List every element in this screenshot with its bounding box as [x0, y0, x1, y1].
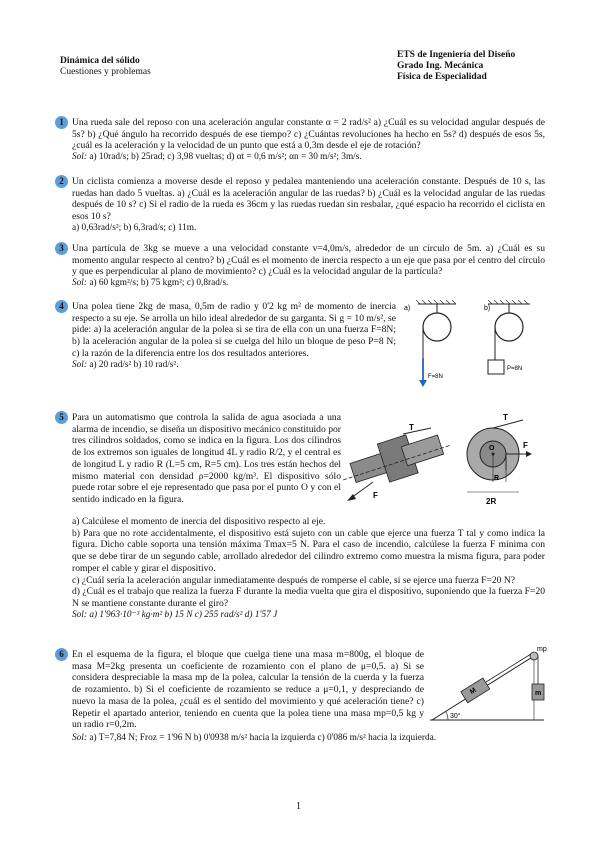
hanging-block: [488, 360, 504, 374]
problem-text: En el esquema de la figura, el bloque que cuelga tiene una masa m=800g, el bloque de masa M=2kg presenta un coeficiente de rozamiento con el plano de μ=0,5. a) Si se considera despreciable la masa mp de la polea, calcular la tensión de la cuerda y la fuerza de rozamiento. b) Si el coeficiente de rozamiento se reduce a μ=0,1, y despreciando de nuevo la masa de la polea, ¿cuál es el sentido del movimiento y qué aceleración tiene? c) Repetir el apartado anterior, teniendo en cuenta que la polea tiene una masa mp=0,5 kg y un radio r=0,2m.: [72, 649, 424, 731]
problem-text: Un ciclista comienza a moverse desde el reposo y pedalea manteniendo una aceleración constante. Después de 10 s, las ruedas han dado 5 vueltas. a) ¿Cuál es la aceleración angular de las ruedas? b) ¿Cuál es la velocidad angular de las ruedas después de 10 s? c) Si el radio de la rueda es 36cm y las ruedas ruedan sin resbalar, ¿qué espacio ha recorrido el ciclista en esos 10 s?: [72, 176, 545, 223]
label-F-right: F: [523, 441, 528, 450]
label-F-left: F: [373, 491, 378, 500]
pulley-mp: [530, 652, 538, 660]
angle-label: 30°: [450, 713, 461, 720]
ceiling-hatch-a: [416, 300, 456, 304]
solution-text: a) T=7,84 N; Froz = 1'96 N b) 0'0938 m/s² hacia la izquierda c) 0'086 m/s² hacia la izquierda.: [89, 733, 437, 743]
solution-text: a) 10rad/s; b) 25rad; c) 3,98 vueltas; d) αt = 0,6 m/s²; αn = 30 m/s²; 3m/s.: [89, 152, 362, 163]
subject-name: Física de Especialidad: [397, 72, 487, 82]
force-label-a: F=8N: [428, 374, 443, 380]
weight-label: P=8N: [507, 366, 523, 372]
problem-5-intro: [58, 412, 341, 506]
cylinder-device-figure: [343, 410, 543, 510]
problem-number: 4: [55, 300, 68, 313]
page-number: 1: [296, 801, 301, 812]
problem-text: Una rueda sale del reposo con una aceleración angular constante α = 2 rad/s² a) ¿Cuál es su velocidad angular después de 5s? b) ¿Qué ángulo ha recorrido después de ese tiempo? c) ¿Cuántas revoluciones ha hecho en 5s? d) después de esos 5s, ¿cuál es la aceleración y la velocidad de un punto que está a 0,3m desde el eje de rotación?: [72, 117, 545, 152]
cable-T: [403, 428, 431, 434]
problem-number: 6: [55, 648, 68, 661]
label-mp: mp: [537, 646, 547, 653]
problem-text: Una partícula de 3kg se mueve a una velocidad constante v=4,0m/s, alrededor de un círculo de 5m. a) ¿Cuál es su momento angular respecto al centro? b) ¿Cuál es el momento de inercia respecto a un eje que pasa por el centro del círculo y que es perpendicular al plano de movimiento? c) ¿Cuál es la velocidad angular de la partícula?: [72, 243, 545, 278]
problem-3: [58, 243, 545, 290]
cable-F: [351, 482, 373, 498]
label-M: M: [468, 686, 478, 696]
school-name: ETS de Ingeniería del Diseño: [397, 50, 516, 60]
label-2R: 2R: [486, 497, 497, 506]
pulley-figure: [398, 300, 548, 392]
fig-label-a: a): [404, 305, 411, 312]
solution-label: Sol:: [72, 278, 87, 289]
problem-number: 5: [55, 411, 68, 424]
label-T-left: T: [409, 423, 414, 432]
incline-figure: [424, 644, 549, 730]
problem-number: 2: [55, 175, 68, 188]
ceiling-hatch-b: [488, 300, 528, 304]
problem-2: [58, 176, 545, 235]
solution-text: a) 1'963·10⁻³ kg·m² b) 15 N c) 255 rad/s² d) 1'57 J: [89, 609, 278, 620]
pulley-b: [495, 313, 523, 341]
problem-6: [58, 649, 424, 731]
part-c: c) ¿Cuál sería la aceleración angular inmediatamente después de romperse el cable, si se ejerce una fuerza F=20 N?: [72, 574, 516, 586]
problem-1: [58, 117, 545, 164]
problem-4: [58, 301, 396, 371]
solution: [58, 152, 545, 164]
pulley-a: [423, 313, 451, 341]
solution-label: Sol:: [72, 152, 87, 163]
course-title: Dinámica del sólido: [60, 56, 140, 66]
header-left: [60, 56, 151, 78]
header-right: [397, 50, 515, 83]
solution: [58, 278, 545, 290]
side-cable-T: [493, 420, 523, 428]
part-d: d) ¿Cuál es el trabajo que realiza la fuerza F durante la media vuelta que gira el dispositivo, suponiendo que la fuerza F=20 N se mantiene constante durante el giro?: [72, 586, 545, 609]
label-T-right: T: [503, 413, 508, 422]
problem-text: Una polea tiene 2kg de masa, 0,5m de radio y 0'2 kg m² de momento de inercia respecto a su eje. Se arrolla un hilo ideal alrededor de su garganta. Si g = 10 m/s², se pide: a) la aceleración angular de la polea si se tira de ella con un una fuerza F=8N; b) la aceleración angular de la polea si se cuelga del hilo un bloque de peso P=8 N; c) la razón de la diferencia entre los dos resultados anteriores.: [72, 301, 396, 359]
problem-number: 1: [55, 116, 68, 129]
fig-label-b: b): [484, 305, 491, 312]
solution-label: Sol:: [72, 359, 87, 370]
solution-text: a) 60 kgm²/s; b) 75 kgm²; c) 0,8rad/s.: [89, 278, 229, 289]
label-R: R: [494, 475, 500, 482]
part-a: a) Calcúlese el momento de inercia del dispositivo respecto al eje.: [72, 516, 326, 527]
solution-text: a) 0,63rad/s²; b) 6,3rad/s; c) 11m.: [72, 222, 197, 233]
force-arrowhead-a: [419, 380, 427, 387]
solution: [58, 223, 545, 235]
problem-text: Para un automatismo que controla la salida de agua asociada a una alarma de incendio, se diseña un dispositivo mecánico constituido por tres cilindros soldados, como se indica en la figura. Los dos cilindros de los extremos son iguales de longitud 4L y radio R/2, y el central es de longitud L y radio R (L=5 cm, R=5 cm). Los tres están hechos del mismo material con densidad ρ=2000 kg/m³. El dispositivo sólo puede rotar sobre el eje representado que pasa por el punto O y con el sentido indicado en la figura.: [72, 412, 341, 505]
degree-name: Grado Ing. Mecánica: [397, 61, 484, 71]
problem-6-solution: [58, 733, 545, 745]
part-b: b) Para que no rote accidentalmente, el dispositivo está sujeto con un cable que ejerce una fuerza T tal y como indica la figura. Dicho cable soporta una tensión máxima Tmax=5 N. Para el caso de incendio, calcúlese la fuerza F mínima con que se debe tirar de un segundo cable, arrollado alrededor del cilindro extremo como muestra la misma figura, para poder romper el cable y girar el dispositivo.: [72, 527, 545, 574]
solution-label: Sol:: [72, 609, 87, 620]
solution-label: Sol:: [72, 733, 87, 743]
course-subtitle: Cuestiones y problemas: [60, 67, 151, 77]
solution: [58, 360, 396, 372]
solution: [58, 733, 545, 745]
label-m: m: [535, 690, 542, 697]
problem-number: 3: [55, 242, 68, 255]
side-force-F-arrowhead: [526, 451, 532, 457]
problem-5-parts: [58, 516, 545, 621]
solution: [58, 610, 545, 622]
label-O: O: [489, 445, 495, 452]
solution-text: a) 20 rad/s² b) 10 rad/s².: [89, 359, 179, 370]
